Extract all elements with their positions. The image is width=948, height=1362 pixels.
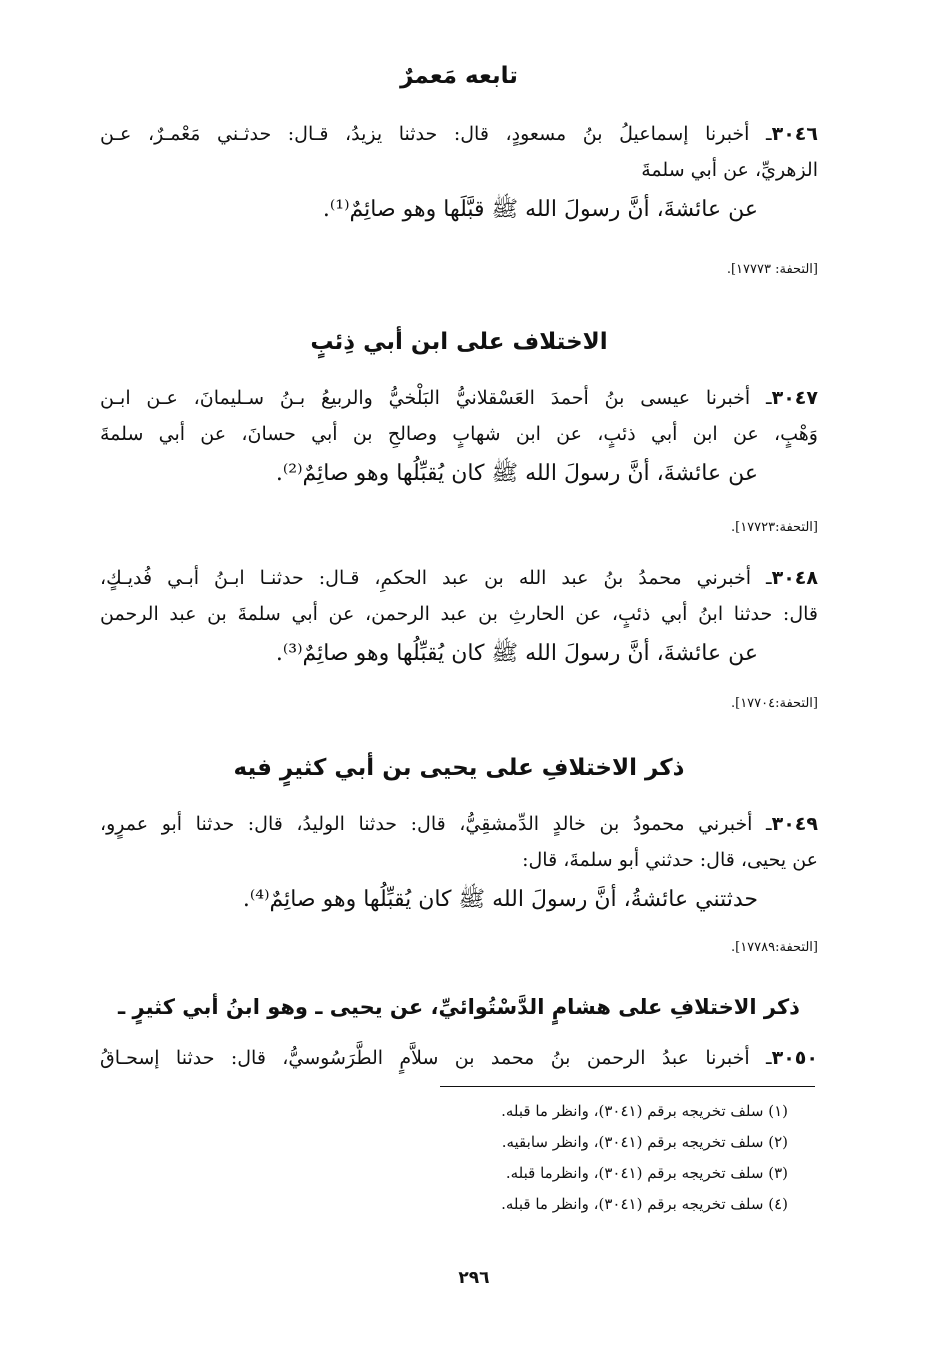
page-number: ٢٩٦ <box>458 1268 490 1288</box>
hadith-line: وَهْبٍ، عن ابن أبي ذئبٍ، عن ابن شهابٍ وصالحِ بن أبي حسانَ، عن أبي سلمةَ <box>100 423 818 445</box>
footnote-divider <box>440 1086 815 1087</box>
hadith-matn: عن عائشةَ، أنَّ رسولَ الله ﷺ كان يُقبِّلُها وهو صائِمٌ⁽³⁾. <box>275 641 758 666</box>
tuhfa-reference: [التحفة:١٧٧٠٤]. <box>730 696 818 711</box>
hadith-matn: عن عائشةَ، أنَّ رسولَ الله ﷺ كان يُقبِّلُها وهو صائِمٌ⁽²⁾. <box>275 461 758 486</box>
hadith-line: عن يحيى، قال: حدثني أبو سلمةَ، قال: <box>522 849 818 871</box>
hadith-line <box>100 1040 818 1076</box>
tuhfa-reference: [التحفة:١٧٧٢٣]. <box>730 520 818 535</box>
hadith-3046 <box>100 116 818 228</box>
hadith-3050 <box>100 1040 818 1076</box>
tuhfa-reference: [التحفة: ١٧٧٧٣]. <box>726 262 818 277</box>
hadith-line <box>100 116 818 152</box>
footnote-1: (١) سلف تخريجه برقم (٣٠٤١)، وانظر ما قبله. <box>501 1102 788 1120</box>
footnote-4: (٤) سلف تخريجه برقم (٣٠٤١)، وانظر ما قبله. <box>501 1195 788 1213</box>
hadith-text: ـ أخبرني محمدُ بنُ عبد الله بن عبد الحكمِ، قـال: حدثنـا ابـنُ أبـي فُديـكٍ، <box>100 567 772 589</box>
hadith-line: الزهريِّ، عن أبي سلمةَ <box>641 159 818 181</box>
hadith-text: ـ أخبرنا عيسى بنُ أحمدَ العَسْقلانيُّ البَلْخيُّ والربيعُ بـنُ سـليمانَ، عـن ابـن <box>100 387 772 409</box>
section-heading-hisham: ذكر الاختلافِ على هشامٍ الدَّسْتُوائيِّ، عن يحيى ـ وهو ابنُ أبي كثيرٍ ـ <box>118 995 800 1019</box>
hadith-matn: عن عائشةَ، أنَّ رسولَ الله ﷺ قبَّلَها وهو صائِمٌ⁽¹⁾. <box>322 197 758 222</box>
hadith-3048 <box>100 560 818 672</box>
hadith-line <box>100 380 818 416</box>
footnote-2: (٢) سلف تخريجه برقم (٣٠٤١)، وانظر سابقيه. <box>501 1133 788 1151</box>
hadith-3047 <box>100 380 818 492</box>
hadith-number: ٣٠٤٦ <box>771 123 818 145</box>
section-heading-yahya: ذكر الاختلافِ على يحيى بن أبي كثيرٍ فيه <box>233 755 685 781</box>
footnote-3: (٣) سلف تخريجه برقم (٣٠٤١)، وانظرما قبله. <box>505 1164 788 1182</box>
hadith-matn: حدثتني عائشةُ، أنَّ رسولَ الله ﷺ كان يُقبِّلُها وهو صائِمٌ⁽⁴⁾. <box>242 887 758 912</box>
hadith-line <box>100 560 818 596</box>
hadith-line <box>100 806 818 842</box>
tuhfa-reference: [التحفة:١٧٧٨٩]. <box>730 940 818 955</box>
hadith-number: ٣٠٤٧ <box>771 387 818 409</box>
hadith-text: ـ أخبرني محمودُ بن خالدٍ الدِّمشقِيُّ، قال: حدثنا الوليدُ، قال: حدثنا أبو عمرٍو، <box>100 813 772 835</box>
hadith-number: ٣٠٤٩ <box>771 813 818 835</box>
section-heading-ibn-abi-dhib: الاختلاف على ابن أبي ذِئبٍ <box>310 329 608 355</box>
footnotes <box>420 1096 788 1220</box>
hadith-text: ـ أخبرنا إسماعيلُ بنُ مسعودٍ، قال: حدثنا يزيدُ، قـال: حدثـني مَعْمـرٌ، عـن <box>100 123 772 145</box>
hadith-number: ٣٠٥٠ <box>771 1047 818 1069</box>
section-heading-mamar: تابعه مَعمرٌ <box>400 63 518 89</box>
hadith-number: ٣٠٤٨ <box>771 567 818 589</box>
hadith-line: قال: حدثنا ابنُ أبي ذئبٍ، عن الحارثِ بن عبد الرحمن، عن أبي سلمةَ بن عبد الرحمن <box>100 603 818 625</box>
hadith-3049 <box>100 806 818 918</box>
hadith-text: ـ أخبرنا عبدُ الرحمن بنُ محمد بن سلاَّمٍ الطَّرَسُوسيُّ، قال: حدثنا إسحـاقُ <box>100 1047 772 1069</box>
